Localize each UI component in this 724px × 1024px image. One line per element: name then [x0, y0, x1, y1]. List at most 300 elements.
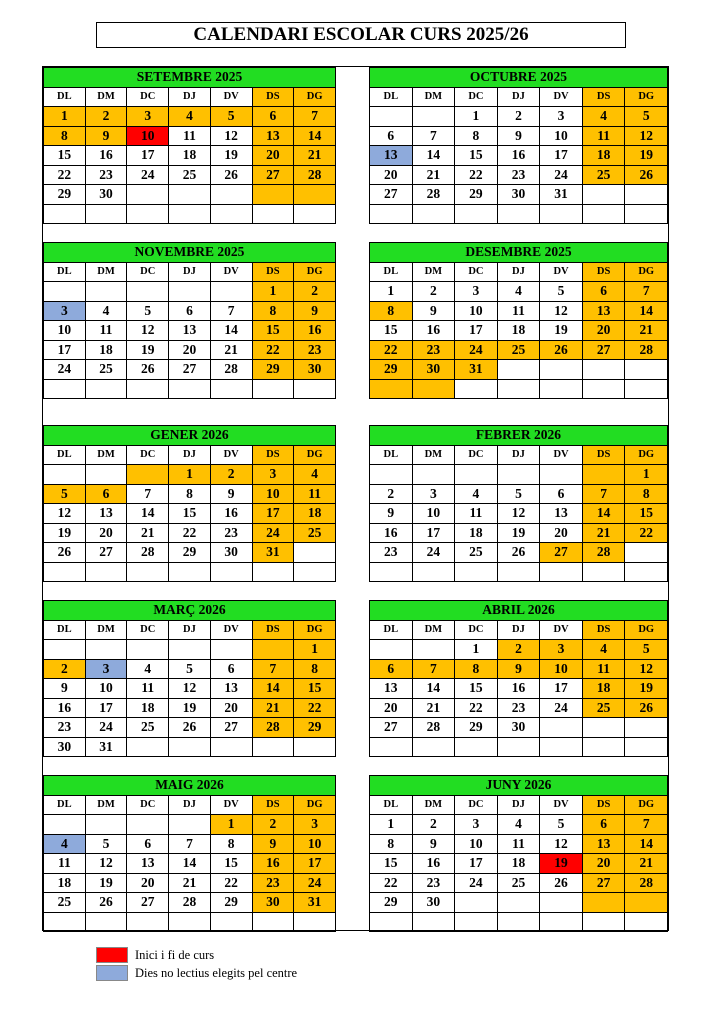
day-cell: 21: [412, 698, 455, 718]
day-cell: 27: [370, 718, 413, 738]
day-cell: 21: [210, 340, 252, 360]
month-table: [369, 67, 668, 224]
day-cell: 31: [294, 893, 336, 913]
month-table: [43, 67, 336, 224]
day-cell: 2: [497, 107, 540, 127]
day-cell: [252, 912, 294, 932]
day-cell: 31: [252, 543, 294, 563]
day-cell: [582, 912, 625, 932]
day-cell: [370, 465, 413, 485]
day-cell: 12: [210, 126, 252, 146]
day-cell: 23: [497, 165, 540, 185]
weekday-header: DC: [455, 795, 498, 815]
day-cell: [127, 379, 169, 399]
day-cell: 1: [370, 282, 413, 302]
day-cell: 26: [169, 718, 211, 738]
day-cell: 7: [625, 282, 668, 302]
day-cell: 27: [582, 340, 625, 360]
day-cell: 5: [625, 107, 668, 127]
weekday-header: DC: [455, 445, 498, 465]
day-cell: 8: [370, 834, 413, 854]
week-row: [370, 340, 668, 360]
week-row: [44, 379, 336, 399]
day-cell: 6: [169, 301, 211, 321]
day-cell: [497, 465, 540, 485]
month-may: [43, 775, 336, 932]
month-table: [369, 600, 668, 757]
day-cell: 2: [412, 282, 455, 302]
weekday-header: DM: [412, 87, 455, 107]
legend: [96, 946, 297, 982]
day-cell: 9: [294, 301, 336, 321]
day-cell: 25: [497, 340, 540, 360]
day-cell: 9: [497, 126, 540, 146]
day-cell: 10: [252, 484, 294, 504]
week-row: [44, 126, 336, 146]
day-cell: 9: [412, 301, 455, 321]
weekday-header: DV: [540, 445, 583, 465]
day-cell: [127, 912, 169, 932]
weekday-header: DG: [294, 262, 336, 282]
day-cell: 12: [169, 679, 211, 699]
day-cell: 23: [370, 543, 413, 563]
weekday-header: DC: [455, 262, 498, 282]
day-cell: 16: [85, 146, 127, 166]
day-cell: [210, 562, 252, 582]
weekday-header: DS: [582, 795, 625, 815]
day-cell: 27: [85, 543, 127, 563]
day-cell: 18: [127, 698, 169, 718]
day-cell: 26: [127, 360, 169, 380]
day-cell: 9: [412, 834, 455, 854]
day-cell: 14: [412, 679, 455, 699]
day-cell: 6: [85, 484, 127, 504]
day-cell: 20: [540, 523, 583, 543]
day-cell: 17: [85, 698, 127, 718]
month-december: [369, 242, 668, 399]
day-cell: 6: [210, 659, 252, 679]
day-cell: 2: [252, 815, 294, 835]
weekday-header: DC: [127, 87, 169, 107]
day-cell: 17: [455, 321, 498, 341]
day-cell: 16: [370, 523, 413, 543]
day-cell: 19: [625, 679, 668, 699]
week-row: [44, 321, 336, 341]
day-cell: 3: [540, 640, 583, 660]
day-cell: 1: [370, 815, 413, 835]
day-cell: 17: [540, 679, 583, 699]
week-row: [370, 815, 668, 835]
week-row: [370, 185, 668, 205]
day-cell: 22: [294, 698, 336, 718]
day-cell: 4: [294, 465, 336, 485]
day-cell: 26: [497, 543, 540, 563]
day-cell: [210, 282, 252, 302]
weekday-header: DS: [252, 262, 294, 282]
day-cell: [370, 107, 413, 127]
day-cell: 11: [44, 854, 86, 874]
day-cell: 8: [455, 659, 498, 679]
day-cell: 12: [127, 321, 169, 341]
day-cell: 27: [252, 165, 294, 185]
day-cell: 13: [169, 321, 211, 341]
day-cell: 7: [252, 659, 294, 679]
day-cell: 18: [85, 340, 127, 360]
day-cell: 23: [412, 873, 455, 893]
day-cell: [455, 737, 498, 757]
day-cell: 19: [540, 854, 583, 874]
day-cell: 3: [44, 301, 86, 321]
day-cell: 24: [294, 873, 336, 893]
day-cell: 5: [540, 282, 583, 302]
day-cell: 10: [85, 679, 127, 699]
day-cell: 8: [370, 301, 413, 321]
legend-swatch: [96, 965, 128, 981]
weekday-header: DM: [85, 262, 127, 282]
week-row: [44, 562, 336, 582]
weekday-header: DC: [127, 262, 169, 282]
day-cell: 3: [294, 815, 336, 835]
day-cell: 10: [127, 126, 169, 146]
weekday-header: DL: [370, 445, 413, 465]
day-cell: 21: [169, 873, 211, 893]
day-cell: 12: [540, 834, 583, 854]
day-cell: 22: [370, 873, 413, 893]
weekday-header: DL: [370, 795, 413, 815]
week-row: [370, 834, 668, 854]
day-cell: [85, 912, 127, 932]
day-cell: [44, 912, 86, 932]
day-cell: 11: [169, 126, 211, 146]
day-cell: [169, 204, 211, 224]
day-cell: [294, 562, 336, 582]
day-cell: [169, 185, 211, 205]
weekday-header: DS: [582, 87, 625, 107]
month-title: SETEMBRE 2025: [44, 68, 336, 88]
day-cell: 4: [169, 107, 211, 127]
day-cell: [540, 718, 583, 738]
day-cell: [210, 640, 252, 660]
day-cell: 10: [294, 834, 336, 854]
day-cell: [44, 815, 86, 835]
day-cell: [582, 893, 625, 913]
day-cell: 11: [497, 834, 540, 854]
day-cell: 5: [497, 484, 540, 504]
day-cell: 17: [252, 504, 294, 524]
day-cell: [294, 185, 336, 205]
day-cell: 29: [252, 360, 294, 380]
day-cell: 30: [294, 360, 336, 380]
week-row: [370, 873, 668, 893]
week-row: [370, 737, 668, 757]
day-cell: 5: [169, 659, 211, 679]
day-cell: 11: [455, 504, 498, 524]
day-cell: 23: [85, 165, 127, 185]
week-row: [370, 321, 668, 341]
month-title: MARÇ 2026: [44, 601, 336, 621]
day-cell: 21: [127, 523, 169, 543]
day-cell: 16: [44, 698, 86, 718]
day-cell: 6: [370, 126, 413, 146]
day-cell: 13: [85, 504, 127, 524]
day-cell: 12: [625, 659, 668, 679]
day-cell: 1: [169, 465, 211, 485]
day-cell: 30: [497, 185, 540, 205]
day-cell: 25: [294, 523, 336, 543]
day-cell: 4: [455, 484, 498, 504]
day-cell: 24: [540, 165, 583, 185]
weekday-header: DJ: [169, 620, 211, 640]
day-cell: 8: [44, 126, 86, 146]
day-cell: 25: [44, 893, 86, 913]
day-cell: [169, 379, 211, 399]
weekday-header: DJ: [497, 87, 540, 107]
day-cell: 3: [412, 484, 455, 504]
day-cell: [252, 737, 294, 757]
weekday-header: DM: [85, 87, 127, 107]
day-cell: 20: [85, 523, 127, 543]
day-cell: 28: [294, 165, 336, 185]
weekday-header: DG: [294, 87, 336, 107]
day-cell: [169, 737, 211, 757]
day-cell: [294, 543, 336, 563]
month-table: [43, 775, 336, 932]
day-cell: [85, 815, 127, 835]
weekday-header: DJ: [169, 262, 211, 282]
month-table: [43, 600, 336, 757]
day-cell: [412, 465, 455, 485]
day-cell: [412, 379, 455, 399]
day-cell: [294, 204, 336, 224]
day-cell: [85, 204, 127, 224]
day-cell: [497, 360, 540, 380]
week-row: [44, 659, 336, 679]
week-row: [44, 523, 336, 543]
day-cell: [540, 893, 583, 913]
weekday-header: DL: [44, 87, 86, 107]
day-cell: 15: [210, 854, 252, 874]
day-cell: [127, 465, 169, 485]
day-cell: 11: [85, 321, 127, 341]
day-cell: 19: [210, 146, 252, 166]
weekday-header: DC: [127, 620, 169, 640]
week-row: [44, 679, 336, 699]
day-cell: 30: [44, 737, 86, 757]
weekday-header: DS: [252, 445, 294, 465]
legend-item-start-end: [96, 946, 297, 964]
day-cell: 8: [210, 834, 252, 854]
weekday-header: DG: [625, 262, 668, 282]
month-table: [43, 242, 336, 399]
day-cell: 28: [625, 340, 668, 360]
day-cell: [625, 185, 668, 205]
week-row: [370, 107, 668, 127]
day-cell: [370, 562, 413, 582]
weekday-header: DC: [455, 620, 498, 640]
day-cell: 10: [540, 659, 583, 679]
day-cell: 14: [210, 321, 252, 341]
day-cell: [210, 379, 252, 399]
weekday-header: DG: [625, 795, 668, 815]
day-cell: 17: [294, 854, 336, 874]
day-cell: 14: [625, 834, 668, 854]
day-cell: 17: [540, 146, 583, 166]
day-cell: 28: [127, 543, 169, 563]
weekday-header: DC: [127, 445, 169, 465]
week-row: [370, 562, 668, 582]
day-cell: 11: [582, 659, 625, 679]
day-cell: [210, 737, 252, 757]
day-cell: [540, 912, 583, 932]
day-cell: 6: [252, 107, 294, 127]
day-cell: 15: [252, 321, 294, 341]
day-cell: 10: [540, 126, 583, 146]
day-cell: [44, 379, 86, 399]
day-cell: [294, 379, 336, 399]
month-april: [369, 600, 668, 757]
weekday-header: DG: [294, 620, 336, 640]
day-cell: 2: [370, 484, 413, 504]
day-cell: 20: [252, 146, 294, 166]
day-cell: 27: [540, 543, 583, 563]
day-cell: [210, 912, 252, 932]
day-cell: 3: [455, 282, 498, 302]
day-cell: 26: [85, 893, 127, 913]
day-cell: 14: [169, 854, 211, 874]
week-row: [44, 815, 336, 835]
day-cell: 10: [455, 834, 498, 854]
weekday-header: DV: [540, 795, 583, 815]
weekday-header: DS: [252, 87, 294, 107]
weekday-header: DM: [412, 262, 455, 282]
day-cell: 26: [625, 165, 668, 185]
day-cell: [625, 912, 668, 932]
weekday-header: DS: [582, 620, 625, 640]
week-row: [370, 854, 668, 874]
weekday-header: DM: [85, 445, 127, 465]
day-cell: 8: [455, 126, 498, 146]
weekday-header: DC: [455, 87, 498, 107]
day-cell: 2: [44, 659, 86, 679]
day-cell: 6: [582, 282, 625, 302]
day-cell: 22: [252, 340, 294, 360]
day-cell: 27: [127, 893, 169, 913]
week-row: [44, 543, 336, 563]
day-cell: 21: [294, 146, 336, 166]
day-cell: 21: [625, 321, 668, 341]
day-cell: [169, 815, 211, 835]
day-cell: 27: [210, 718, 252, 738]
week-row: [370, 504, 668, 524]
month-october: [369, 67, 668, 224]
day-cell: 22: [44, 165, 86, 185]
week-row: [44, 204, 336, 224]
day-cell: 1: [455, 640, 498, 660]
day-cell: 20: [370, 698, 413, 718]
day-cell: 13: [370, 679, 413, 699]
day-cell: 31: [85, 737, 127, 757]
day-cell: 12: [625, 126, 668, 146]
day-cell: 29: [455, 185, 498, 205]
day-cell: 7: [625, 815, 668, 835]
day-cell: 10: [44, 321, 86, 341]
day-cell: [412, 562, 455, 582]
day-cell: 5: [540, 815, 583, 835]
weekday-header: DM: [412, 445, 455, 465]
day-cell: [127, 204, 169, 224]
weekday-header: DM: [412, 795, 455, 815]
day-cell: 25: [127, 718, 169, 738]
weekday-header: DJ: [497, 262, 540, 282]
day-cell: [625, 718, 668, 738]
day-cell: [169, 282, 211, 302]
day-cell: 7: [294, 107, 336, 127]
week-row: [370, 360, 668, 380]
day-cell: [497, 562, 540, 582]
day-cell: 22: [210, 873, 252, 893]
week-row: [370, 379, 668, 399]
month-title: DESEMBRE 2025: [370, 243, 668, 263]
day-cell: [625, 562, 668, 582]
day-cell: 15: [169, 504, 211, 524]
week-row: [44, 465, 336, 485]
day-cell: 9: [44, 679, 86, 699]
weekday-header: DL: [44, 620, 86, 640]
day-cell: [85, 640, 127, 660]
day-cell: [497, 912, 540, 932]
day-cell: 28: [252, 718, 294, 738]
day-cell: 5: [210, 107, 252, 127]
month-table: [43, 425, 336, 582]
day-cell: 13: [582, 301, 625, 321]
day-cell: 7: [412, 659, 455, 679]
day-cell: 19: [540, 321, 583, 341]
weekday-header: DS: [252, 620, 294, 640]
weekday-header: DV: [210, 262, 252, 282]
day-cell: 3: [85, 659, 127, 679]
day-cell: 24: [412, 543, 455, 563]
day-cell: 30: [497, 718, 540, 738]
day-cell: 26: [44, 543, 86, 563]
day-cell: [127, 185, 169, 205]
month-january: [43, 425, 336, 582]
day-cell: 24: [44, 360, 86, 380]
weekday-header: DJ: [169, 87, 211, 107]
month-title: MAIG 2026: [44, 776, 336, 796]
day-cell: 3: [252, 465, 294, 485]
day-cell: [127, 562, 169, 582]
day-cell: 12: [44, 504, 86, 524]
day-cell: 19: [169, 698, 211, 718]
day-cell: 25: [497, 873, 540, 893]
day-cell: 1: [44, 107, 86, 127]
day-cell: 29: [294, 718, 336, 738]
day-cell: [252, 379, 294, 399]
day-cell: 31: [455, 360, 498, 380]
month-table: [369, 425, 668, 582]
day-cell: 2: [210, 465, 252, 485]
day-cell: [127, 640, 169, 660]
month-march: [43, 600, 336, 757]
day-cell: [252, 204, 294, 224]
day-cell: [370, 204, 413, 224]
day-cell: 17: [44, 340, 86, 360]
week-row: [44, 698, 336, 718]
day-cell: 17: [455, 854, 498, 874]
month-title: ABRIL 2026: [370, 601, 668, 621]
day-cell: 11: [127, 679, 169, 699]
day-cell: 6: [582, 815, 625, 835]
